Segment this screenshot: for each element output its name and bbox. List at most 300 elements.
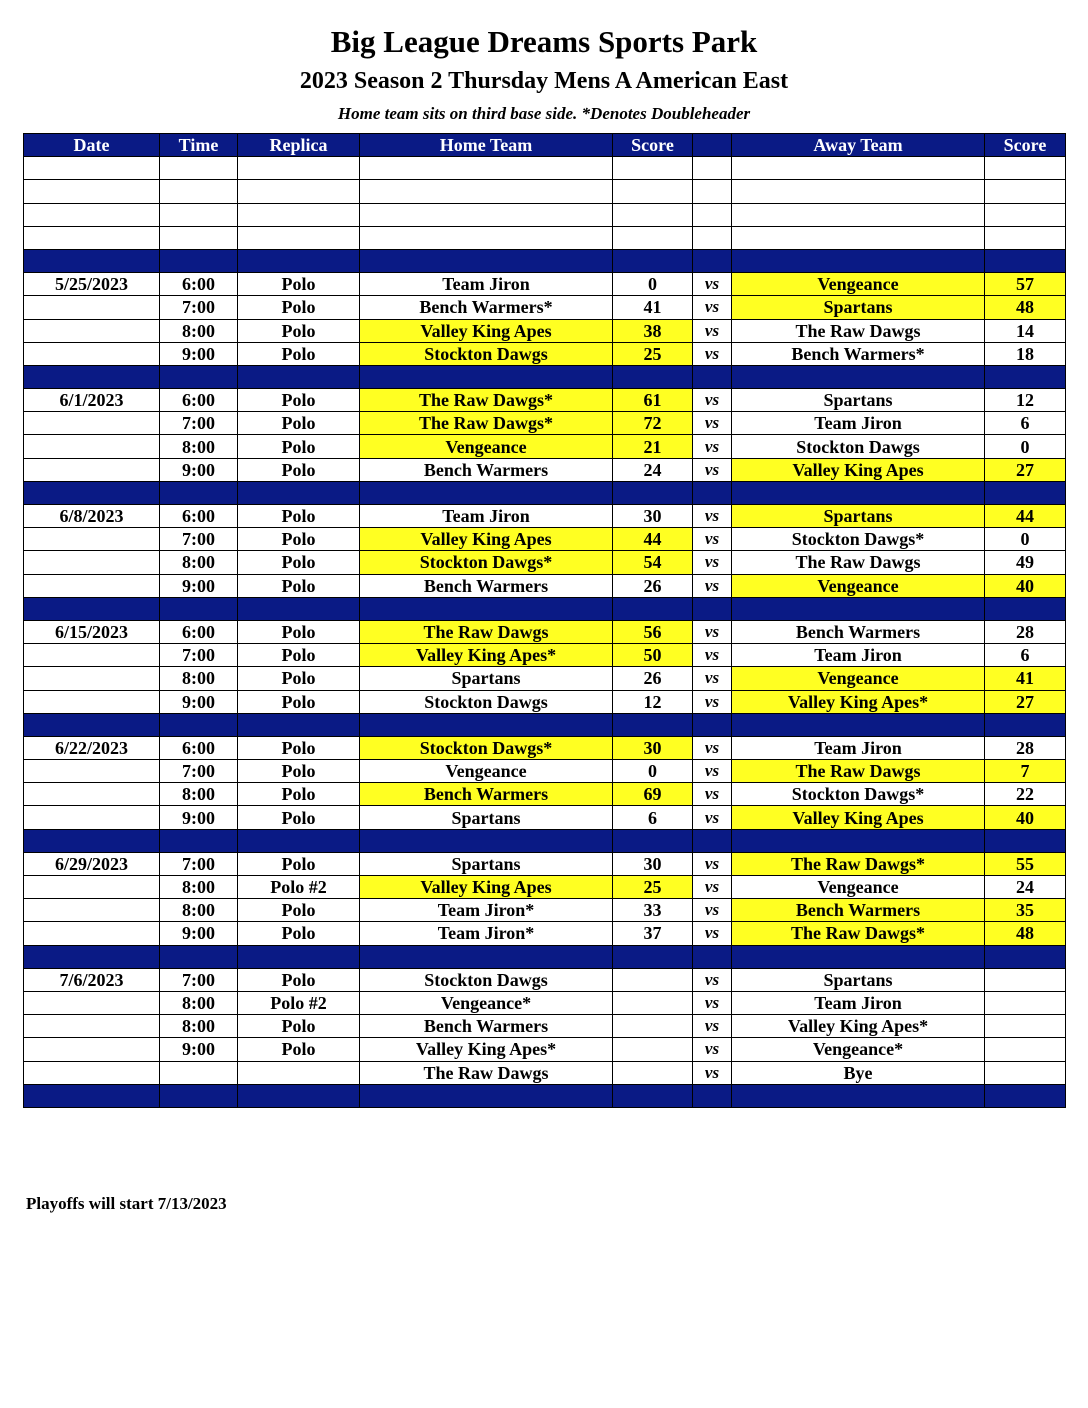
home-score-cell <box>613 1015 693 1038</box>
page-title: Big League Dreams Sports Park <box>330 24 758 59</box>
away-team-cell: Stockton Dawgs* <box>732 528 985 551</box>
vs-cell: vs <box>693 1061 732 1084</box>
separator-cell <box>360 481 613 504</box>
separator-cell <box>732 1084 985 1107</box>
table-row <box>24 736 1066 759</box>
separator-cell <box>693 945 732 968</box>
date-cell <box>24 899 160 922</box>
home-score-cell: 6 <box>613 806 693 829</box>
home-score-cell: 30 <box>613 736 693 759</box>
home-score-cell: 50 <box>613 644 693 667</box>
home-team-cell: Stockton Dawgs <box>360 690 613 713</box>
away-score-cell: 35 <box>985 899 1066 922</box>
home-score-cell: 0 <box>613 760 693 783</box>
table-row <box>24 574 1066 597</box>
separator-cell <box>693 597 732 620</box>
week-separator-row <box>24 481 1066 504</box>
replica-cell: Polo <box>238 574 360 597</box>
away-team-cell: Team Jiron <box>732 991 985 1014</box>
vs-cell: vs <box>693 899 732 922</box>
replica-cell: Polo <box>238 435 360 458</box>
time-cell: 9:00 <box>160 806 238 829</box>
home-team-cell: Spartans <box>360 806 613 829</box>
table-row <box>24 458 1066 481</box>
vs-cell: vs <box>693 667 732 690</box>
separator-cell <box>360 249 613 272</box>
table-row <box>24 412 1066 435</box>
away-score-cell: 40 <box>985 574 1066 597</box>
away-team-cell: Spartans <box>732 296 985 319</box>
separator-cell <box>613 713 693 736</box>
away-score-cell <box>985 991 1066 1014</box>
date-cell <box>24 644 160 667</box>
separator-cell <box>693 713 732 736</box>
separator-cell <box>238 481 360 504</box>
separator-cell <box>160 597 238 620</box>
away-team-cell: Stockton Dawgs* <box>732 783 985 806</box>
away-team-cell: Bench Warmers* <box>732 342 985 365</box>
date-cell <box>24 435 160 458</box>
vs-cell: vs <box>693 528 732 551</box>
away-score-cell: 7 <box>985 760 1066 783</box>
separator-cell <box>985 249 1066 272</box>
date-cell <box>24 1015 160 1038</box>
table-row <box>24 319 1066 342</box>
time-cell: 8:00 <box>160 435 238 458</box>
time-cell: 8:00 <box>160 876 238 899</box>
date-cell <box>24 412 160 435</box>
replica-cell: Polo <box>238 551 360 574</box>
time-cell: 9:00 <box>160 342 238 365</box>
table-row <box>24 551 1066 574</box>
separator-cell <box>732 829 985 852</box>
home-team-cell: Bench Warmers <box>360 783 613 806</box>
separator-cell <box>613 829 693 852</box>
home-team-cell: The Raw Dawgs <box>360 1061 613 1084</box>
separator-cell <box>24 249 160 272</box>
separator-cell <box>360 713 613 736</box>
away-score-cell: 48 <box>985 296 1066 319</box>
away-score-cell: 40 <box>985 806 1066 829</box>
away-team-cell: Valley King Apes <box>732 806 985 829</box>
table-row <box>24 273 1066 296</box>
home-team-cell: Stockton Dawgs <box>360 968 613 991</box>
replica-cell: Polo <box>238 528 360 551</box>
separator-cell <box>613 481 693 504</box>
separator-cell <box>24 945 160 968</box>
separator-cell <box>160 713 238 736</box>
header-note: Home team sits on third base side. *Denotes Doubleheader <box>337 104 751 123</box>
away-score-cell: 0 <box>985 528 1066 551</box>
away-score-cell: 28 <box>985 736 1066 759</box>
vs-cell: vs <box>693 342 732 365</box>
home-score-cell: 24 <box>613 458 693 481</box>
away-team-cell: Bench Warmers <box>732 620 985 643</box>
away-team-cell: The Raw Dawgs <box>732 551 985 574</box>
vs-cell: vs <box>693 1038 732 1061</box>
table-row <box>24 876 1066 899</box>
separator-cell <box>613 365 693 388</box>
separator-cell <box>24 597 160 620</box>
separator-cell <box>613 597 693 620</box>
home-team-cell: Valley King Apes <box>360 528 613 551</box>
separator-cell <box>985 1084 1066 1107</box>
vs-cell: vs <box>693 852 732 875</box>
table-row <box>24 505 1066 528</box>
date-cell <box>24 1061 160 1084</box>
date-cell <box>24 806 160 829</box>
col-away-score: Score <box>985 134 1066 157</box>
home-score-cell <box>613 1038 693 1061</box>
vs-cell: vs <box>693 319 732 342</box>
col-time: Time <box>160 134 238 157</box>
home-team-cell: Bench Warmers <box>360 458 613 481</box>
away-score-cell: 24 <box>985 876 1066 899</box>
separator-cell <box>693 481 732 504</box>
away-score-cell: 57 <box>985 273 1066 296</box>
time-cell: 7:00 <box>160 852 238 875</box>
home-score-cell: 30 <box>613 852 693 875</box>
away-team-cell: Team Jiron <box>732 644 985 667</box>
table-row <box>24 1038 1066 1061</box>
table-row <box>24 435 1066 458</box>
empty-row <box>24 157 1066 180</box>
separator-cell <box>24 713 160 736</box>
away-team-cell: Team Jiron <box>732 412 985 435</box>
home-team-cell: Valley King Apes* <box>360 644 613 667</box>
away-score-cell: 44 <box>985 505 1066 528</box>
home-score-cell: 54 <box>613 551 693 574</box>
home-team-cell: Team Jiron <box>360 273 613 296</box>
time-cell: 6:00 <box>160 389 238 412</box>
col-away-team: Away Team <box>732 134 985 157</box>
replica-cell: Polo <box>238 342 360 365</box>
separator-cell <box>732 713 985 736</box>
home-team-cell: Bench Warmers* <box>360 296 613 319</box>
time-cell: 7:00 <box>160 644 238 667</box>
separator-cell <box>693 365 732 388</box>
vs-cell: vs <box>693 876 732 899</box>
table-row <box>24 852 1066 875</box>
date-cell <box>24 690 160 713</box>
replica-cell: Polo <box>238 620 360 643</box>
separator-cell <box>613 249 693 272</box>
home-team-cell: Stockton Dawgs* <box>360 736 613 759</box>
home-score-cell: 30 <box>613 505 693 528</box>
away-team-cell: The Raw Dawgs <box>732 319 985 342</box>
separator-cell <box>360 945 613 968</box>
vs-cell: vs <box>693 412 732 435</box>
table-row <box>24 644 1066 667</box>
separator-cell <box>732 945 985 968</box>
away-score-cell: 0 <box>985 435 1066 458</box>
time-cell: 7:00 <box>160 760 238 783</box>
week-separator-row <box>24 713 1066 736</box>
away-team-cell: Spartans <box>732 505 985 528</box>
table-row <box>24 667 1066 690</box>
empty-row <box>24 180 1066 203</box>
table-row <box>24 389 1066 412</box>
time-cell: 9:00 <box>160 690 238 713</box>
replica-cell: Polo <box>238 1015 360 1038</box>
time-cell: 7:00 <box>160 968 238 991</box>
separator-cell <box>693 249 732 272</box>
away-score-cell: 22 <box>985 783 1066 806</box>
date-cell <box>24 342 160 365</box>
home-team-cell: Spartans <box>360 852 613 875</box>
date-cell <box>24 783 160 806</box>
separator-cell <box>160 249 238 272</box>
header-row <box>24 134 1066 157</box>
separator-cell <box>238 1084 360 1107</box>
replica-cell: Polo <box>238 389 360 412</box>
schedule-body <box>24 157 1066 1108</box>
date-cell <box>24 991 160 1014</box>
replica-cell: Polo <box>238 806 360 829</box>
home-score-cell: 25 <box>613 342 693 365</box>
vs-cell: vs <box>693 273 732 296</box>
time-cell: 8:00 <box>160 783 238 806</box>
replica-cell: Polo <box>238 505 360 528</box>
col-replica: Replica <box>238 134 360 157</box>
col-home-score: Score <box>613 134 693 157</box>
date-cell <box>24 296 160 319</box>
date-cell <box>24 574 160 597</box>
home-score-cell: 26 <box>613 667 693 690</box>
time-cell: 7:00 <box>160 412 238 435</box>
away-team-cell: Vengeance <box>732 273 985 296</box>
time-cell: 6:00 <box>160 273 238 296</box>
replica-cell: Polo <box>238 296 360 319</box>
col-date: Date <box>24 134 160 157</box>
away-team-cell: The Raw Dawgs* <box>732 922 985 945</box>
table-row <box>24 806 1066 829</box>
date-cell: 6/22/2023 <box>24 736 160 759</box>
date-cell <box>24 922 160 945</box>
vs-cell: vs <box>693 760 732 783</box>
separator-cell <box>238 249 360 272</box>
replica-cell: Polo <box>238 412 360 435</box>
away-score-cell: 49 <box>985 551 1066 574</box>
home-score-cell: 61 <box>613 389 693 412</box>
home-team-cell: The Raw Dawgs* <box>360 412 613 435</box>
separator-cell <box>160 365 238 388</box>
replica-cell: Polo <box>238 667 360 690</box>
time-cell: 8:00 <box>160 551 238 574</box>
separator-cell <box>360 1084 613 1107</box>
vs-cell: vs <box>693 458 732 481</box>
date-cell <box>24 319 160 342</box>
col-home-team: Home Team <box>360 134 613 157</box>
home-score-cell: 41 <box>613 296 693 319</box>
table-row <box>24 342 1066 365</box>
home-score-cell: 33 <box>613 899 693 922</box>
date-cell <box>24 760 160 783</box>
home-team-cell: Vengeance <box>360 760 613 783</box>
home-score-cell: 56 <box>613 620 693 643</box>
week-separator-row <box>24 945 1066 968</box>
table-row <box>24 899 1066 922</box>
replica-cell: Polo <box>238 899 360 922</box>
separator-cell <box>160 829 238 852</box>
table-row <box>24 690 1066 713</box>
table-row <box>24 991 1066 1014</box>
replica-cell: Polo <box>238 319 360 342</box>
home-score-cell: 26 <box>613 574 693 597</box>
home-team-cell: Spartans <box>360 667 613 690</box>
vs-cell: vs <box>693 690 732 713</box>
date-cell <box>24 667 160 690</box>
replica-cell: Polo #2 <box>238 991 360 1014</box>
date-cell: 6/29/2023 <box>24 852 160 875</box>
home-score-cell: 21 <box>613 435 693 458</box>
week-separator-row <box>24 249 1066 272</box>
home-team-cell: Bench Warmers <box>360 574 613 597</box>
replica-cell: Polo #2 <box>238 876 360 899</box>
week-separator-row <box>24 829 1066 852</box>
separator-cell <box>613 945 693 968</box>
home-score-cell: 0 <box>613 273 693 296</box>
away-team-cell: Vengeance* <box>732 1038 985 1061</box>
away-team-cell: Spartans <box>732 968 985 991</box>
away-score-cell: 27 <box>985 458 1066 481</box>
separator-cell <box>985 713 1066 736</box>
away-score-cell: 18 <box>985 342 1066 365</box>
vs-cell: vs <box>693 620 732 643</box>
home-team-cell: Team Jiron* <box>360 899 613 922</box>
schedule-table <box>23 133 1066 1108</box>
separator-cell <box>160 945 238 968</box>
vs-cell: vs <box>693 574 732 597</box>
separator-cell <box>985 597 1066 620</box>
home-score-cell <box>613 968 693 991</box>
time-cell: 8:00 <box>160 899 238 922</box>
vs-cell: vs <box>693 991 732 1014</box>
home-team-cell: Valley King Apes* <box>360 1038 613 1061</box>
replica-cell: Polo <box>238 644 360 667</box>
date-cell: 6/8/2023 <box>24 505 160 528</box>
home-score-cell: 37 <box>613 922 693 945</box>
time-cell: 6:00 <box>160 505 238 528</box>
date-cell <box>24 876 160 899</box>
table-row <box>24 922 1066 945</box>
separator-cell <box>985 365 1066 388</box>
vs-cell: vs <box>693 389 732 412</box>
vs-cell: vs <box>693 968 732 991</box>
away-score-cell <box>985 1061 1066 1084</box>
away-team-cell: Vengeance <box>732 667 985 690</box>
page-subtitle: 2023 Season 2 Thursday Mens A American East <box>299 68 789 94</box>
home-score-cell: 38 <box>613 319 693 342</box>
home-score-cell: 44 <box>613 528 693 551</box>
time-cell: 8:00 <box>160 667 238 690</box>
home-score-cell: 69 <box>613 783 693 806</box>
separator-cell <box>360 829 613 852</box>
separator-cell <box>238 945 360 968</box>
away-team-cell: Vengeance <box>732 574 985 597</box>
home-score-cell <box>613 1061 693 1084</box>
separator-cell <box>24 829 160 852</box>
home-team-cell: Valley King Apes <box>360 319 613 342</box>
home-score-cell <box>613 991 693 1014</box>
separator-cell <box>732 249 985 272</box>
away-score-cell <box>985 968 1066 991</box>
date-cell: 6/15/2023 <box>24 620 160 643</box>
away-team-cell: Vengeance <box>732 876 985 899</box>
away-team-cell: The Raw Dawgs* <box>732 852 985 875</box>
away-score-cell: 14 <box>985 319 1066 342</box>
separator-cell <box>360 597 613 620</box>
date-cell <box>24 1038 160 1061</box>
vs-cell: vs <box>693 435 732 458</box>
separator-cell <box>732 481 985 504</box>
time-cell: 7:00 <box>160 296 238 319</box>
separator-cell <box>732 597 985 620</box>
separator-cell <box>160 481 238 504</box>
time-cell: 6:00 <box>160 620 238 643</box>
vs-cell: vs <box>693 736 732 759</box>
away-team-cell: Valley King Apes <box>732 458 985 481</box>
home-team-cell: Stockton Dawgs <box>360 342 613 365</box>
table-row <box>24 1061 1066 1084</box>
separator-cell <box>985 829 1066 852</box>
separator-cell <box>693 829 732 852</box>
separator-cell <box>360 365 613 388</box>
week-separator-row <box>24 365 1066 388</box>
replica-cell: Polo <box>238 968 360 991</box>
col-vs <box>693 134 732 157</box>
replica-cell <box>238 1061 360 1084</box>
away-score-cell: 6 <box>985 644 1066 667</box>
table-row <box>24 968 1066 991</box>
away-score-cell: 28 <box>985 620 1066 643</box>
separator-cell <box>238 829 360 852</box>
away-team-cell: The Raw Dawgs <box>732 760 985 783</box>
time-cell: 9:00 <box>160 458 238 481</box>
table-row <box>24 783 1066 806</box>
away-team-cell: Bench Warmers <box>732 899 985 922</box>
away-score-cell: 55 <box>985 852 1066 875</box>
vs-cell: vs <box>693 922 732 945</box>
vs-cell: vs <box>693 505 732 528</box>
playoffs-note: Playoffs will start 7/13/2023 <box>26 1194 227 1213</box>
date-cell: 7/6/2023 <box>24 968 160 991</box>
away-score-cell <box>985 1038 1066 1061</box>
date-cell <box>24 528 160 551</box>
time-cell: 9:00 <box>160 1038 238 1061</box>
away-score-cell <box>985 1015 1066 1038</box>
time-cell <box>160 1061 238 1084</box>
away-score-cell: 12 <box>985 389 1066 412</box>
replica-cell: Polo <box>238 736 360 759</box>
separator-cell <box>693 1084 732 1107</box>
home-score-cell: 25 <box>613 876 693 899</box>
separator-cell <box>985 945 1066 968</box>
time-cell: 9:00 <box>160 922 238 945</box>
time-cell: 8:00 <box>160 319 238 342</box>
away-team-cell: Valley King Apes* <box>732 1015 985 1038</box>
separator-cell <box>732 365 985 388</box>
vs-cell: vs <box>693 296 732 319</box>
table-row <box>24 528 1066 551</box>
home-score-cell: 72 <box>613 412 693 435</box>
replica-cell: Polo <box>238 760 360 783</box>
away-team-cell: Team Jiron <box>732 736 985 759</box>
table-row <box>24 1015 1066 1038</box>
home-team-cell: Team Jiron <box>360 505 613 528</box>
home-score-cell: 12 <box>613 690 693 713</box>
separator-cell <box>24 1084 160 1107</box>
